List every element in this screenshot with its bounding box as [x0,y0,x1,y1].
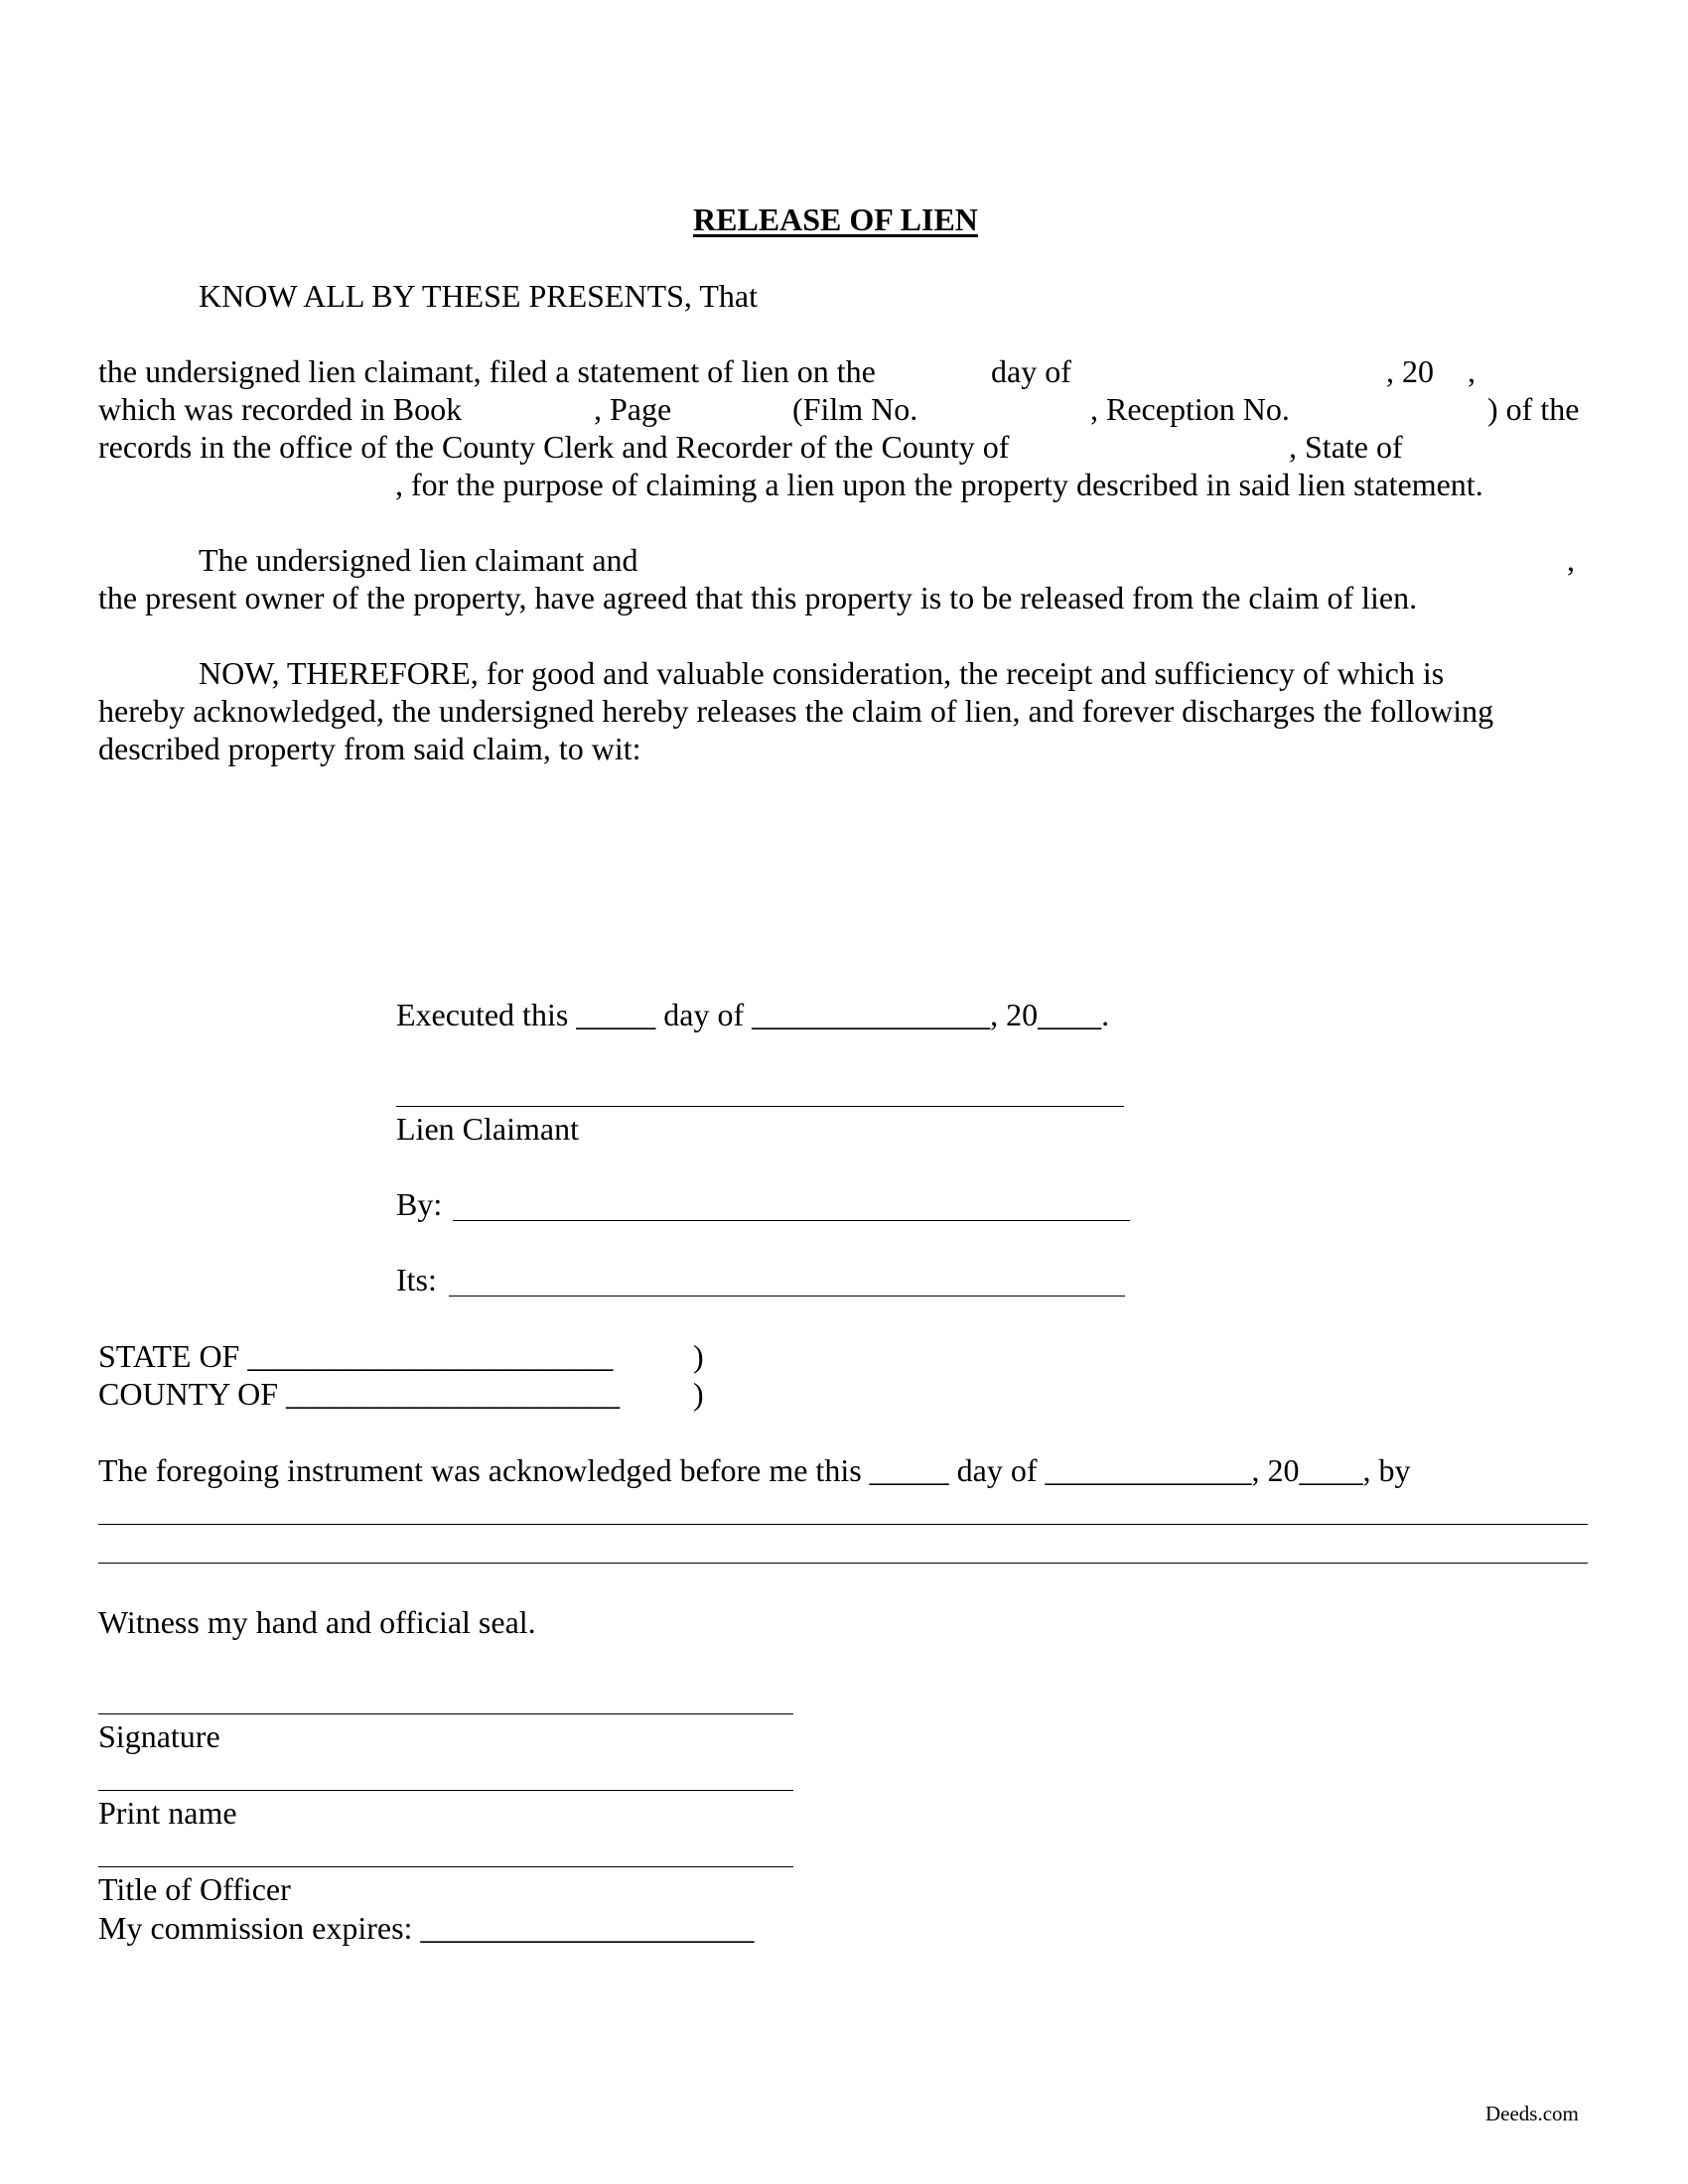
lien-claimant-label: Lien Claimant [396,1111,579,1147]
state-of-line: STATE OF _______________________ [98,1338,614,1374]
p1-day-of: day of [991,353,1071,389]
p3-line3-text: described property from said claim, to wit: [98,731,641,766]
notary-signature-line [98,1713,793,1714]
acknowledged-line: The foregoing instrument was acknowledged before me this _____ day of _____________, 20____, by [98,1452,1411,1488]
footer-watermark: Deeds.com [1485,2102,1579,2125]
by-signature-line [453,1220,1130,1221]
acknowledged-name-line-1 [98,1524,1588,1525]
by-label: By: [396,1186,443,1222]
p1-year-20: , 20 [1386,353,1434,389]
p1-film-text: (Film No. [792,391,918,427]
p2-comma: , [1567,542,1575,578]
executed-line: Executed this _____ day of _______________, 20____. [396,997,1110,1032]
p1-state-of: , State of [1289,429,1403,465]
p3-line2-text: hereby acknowledged, the undersigned hereby releases the claim of lien, and forever discharges the following [98,693,1494,729]
county-paren: ) [693,1376,704,1412]
its-label: Its: [396,1262,437,1297]
officer-title-line [98,1866,793,1867]
p1-purpose-text: , for the purpose of claiming a lien upon the property described in said lien statement. [395,467,1483,502]
p1-of-the: ) of the [1487,391,1580,427]
p1-line1-text: the undersigned lien claimant, filed a statement of lien on the [98,353,876,389]
p2-line2-text: the present owner of the property, have agreed that this property is to be released from the claim of lien. [98,580,1418,615]
p3-line1-text: NOW, THEREFORE, for good and valuable consideration, the receipt and sufficiency of which is [199,655,1445,691]
print-name-line [98,1790,793,1791]
witness-text: Witness my hand and official seal. [98,1604,536,1640]
p1-book-text: which was recorded in Book [98,391,463,427]
p1-page-text: , Page [594,391,672,427]
p2-line1-text: The undersigned lien claimant and [199,542,638,578]
p1-records-text: records in the office of the County Clerk and Recorder of the County of [98,429,1010,465]
title-of-officer-label: Title of Officer [98,1871,291,1907]
print-name-label: Print name [98,1795,237,1831]
p1-comma: , [1468,353,1476,389]
lien-claimant-signature-line [396,1106,1124,1107]
p1-reception-text: , Reception No. [1090,391,1290,427]
signature-label: Signature [98,1718,220,1754]
county-of-line: COUNTY OF _____________________ [98,1376,621,1412]
state-paren: ) [693,1338,704,1374]
commission-expires-line: My commission expires: _____________________ [98,1910,755,1946]
its-title-line [449,1296,1125,1297]
document-title: RELEASE OF LIEN [693,202,978,237]
acknowledged-name-line-2 [98,1563,1588,1564]
intro-text: KNOW ALL BY THESE PRESENTS, That [199,278,758,314]
